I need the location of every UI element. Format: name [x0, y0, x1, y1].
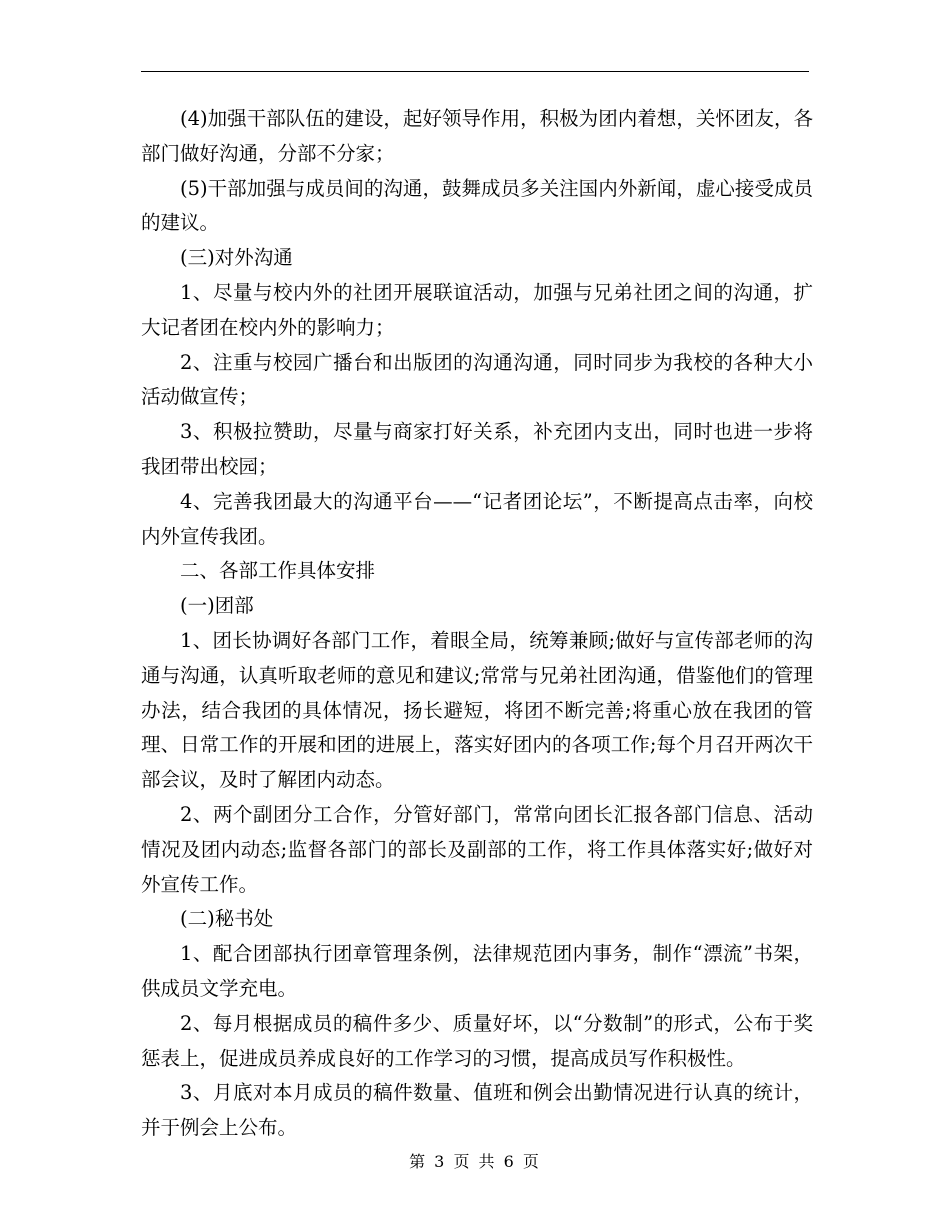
paragraph: (5)干部加强与成员间的沟通，鼓舞成员多关注国内外新闻，虚心接受成员的建议。: [141, 176, 813, 235]
section-heading: 二、各部工作具体安排: [180, 559, 376, 583]
section-heading: (二)秘书处: [180, 907, 274, 931]
header-rule: [141, 71, 809, 72]
section-heading: (三)对外沟通: [180, 246, 293, 270]
paragraph: 4、完善我团最大的沟通平台——“记者团论坛”，不断提高点击率，向校内外宣传我团。: [141, 489, 813, 548]
section-heading: (一)团部: [180, 594, 254, 618]
document-body: [141, 102, 813, 1146]
paragraph: 2、两个副团分工合作，分管好部门，常常向团长汇报各部门信息、活动情况及团内动态;监督各部门的部长及副部的工作，将工作具体落实好;做好对外宣传工作。: [141, 802, 813, 896]
page-number: 第 3 页 共 6 页: [409, 1152, 541, 1171]
paragraph: 3、积极拉赞助，尽量与商家打好关系，补充团内支出，同时也进一步将我团带出校园；: [141, 420, 813, 478]
paragraph: 2、注重与校园广播台和出版团的沟通沟通，同时同步为我校的各种大小活动做宣传；: [141, 350, 813, 409]
paragraph: (4)加强干部队伍的建设，起好领导作用，积极为团内着想，关怀团友，各部门做好沟通，分部不分家；: [141, 107, 813, 165]
paragraph: 3、月底对本月成员的稿件数量、值班和例会出勤情况进行认真的统计，并于例会上公布。: [141, 1081, 813, 1140]
paragraph: 2、每月根据成员的稿件多少、质量好坏，以“分数制”的形式，公布于奖惩表上，促进成员养成良好的工作学习的习惯，提高成员写作积极性。: [141, 1011, 813, 1070]
paragraph: 1、配合团部执行团章管理条例，法律规范团内事务，制作“漂流”书架，供成员文学充电。: [141, 942, 813, 1000]
paragraph: 1、尽量与校内外的社团开展联谊活动，加强与兄弟社团之间的沟通，扩大记者团在校内外的影响力；: [141, 280, 813, 339]
paragraph: 1、团长协调好各部门工作，着眼全局，统筹兼顾;做好与宣传部老师的沟通与沟通，认真听取老师的意见和建议;常常与兄弟社团沟通，借鉴他们的管理办法，结合我团的具体情况，扬长避短，将团不断完善;将重心放在我团的管理、日常工作的开展和团的进展上，落实好团内的各项工作;每个月召开两次干部会议，及时了解团内动态。: [141, 628, 813, 792]
